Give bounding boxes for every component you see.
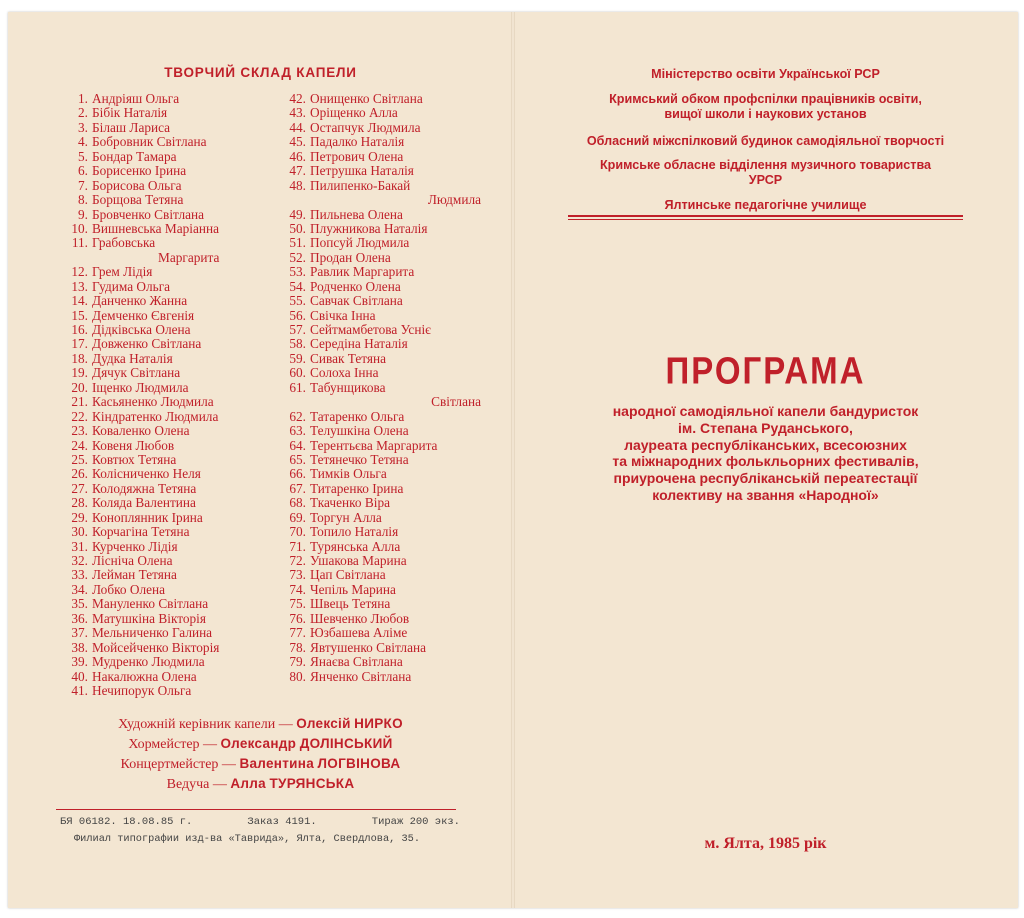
member-name: Падалко Наталія bbox=[310, 134, 405, 150]
member-name: Пильнева Олена bbox=[310, 206, 403, 222]
org-college: Ялтинське педагогічне училище bbox=[664, 198, 867, 212]
member-name: Коноплянник Ірина bbox=[92, 509, 203, 525]
member-row bbox=[62, 496, 282, 510]
member-name: Оріщенко Алла bbox=[310, 105, 398, 121]
member-name: Юзбашева Аліме bbox=[310, 625, 408, 641]
member-row bbox=[62, 424, 282, 438]
member-name: Данченко Жанна bbox=[92, 293, 188, 309]
member-name: Терентьєва Маргарита bbox=[310, 437, 438, 453]
member-number: 9. bbox=[78, 206, 88, 222]
member-number: 72. bbox=[289, 553, 306, 568]
member-number: 56. bbox=[289, 307, 306, 323]
member-number: 25. bbox=[71, 451, 88, 467]
member-name: Петрович Олена bbox=[310, 148, 404, 164]
member-number: 79. bbox=[289, 654, 306, 670]
member-number: 35. bbox=[71, 596, 88, 612]
member-name: Бобровник Світлана bbox=[92, 134, 207, 150]
member-number: 22. bbox=[71, 408, 88, 424]
member-number: 41. bbox=[71, 682, 88, 698]
member-row bbox=[62, 179, 282, 193]
member-number: 5. bbox=[78, 148, 88, 164]
member-row bbox=[276, 294, 501, 308]
member-number: 73. bbox=[289, 567, 306, 583]
org-music-society: Кримське обласне відділення музичного товариства УРСР bbox=[599, 158, 932, 187]
member-name: Сейтмамбетова Усніє bbox=[310, 322, 431, 337]
member-name: Колодяжна Тетяна bbox=[92, 480, 197, 496]
member-number: 27. bbox=[71, 480, 88, 496]
member-row bbox=[62, 323, 282, 337]
member-name: Касьяненко Людмила bbox=[92, 394, 214, 410]
member-name: Білаш Лариса bbox=[92, 119, 171, 135]
member-name: Телушкіна Олена bbox=[310, 423, 409, 439]
member-number: 16. bbox=[71, 322, 88, 337]
staff-role: Художній керівник капели — bbox=[118, 717, 293, 732]
member-name: Коваленко Олена bbox=[92, 423, 190, 439]
staff-row-choirmaster bbox=[8, 734, 513, 754]
staff-last-name: НИРКО bbox=[354, 716, 403, 731]
member-name: Борисова Ольга bbox=[92, 177, 182, 193]
member-name: Плужникова Наталія bbox=[310, 220, 428, 236]
member-name: Мельниченко Галина bbox=[92, 625, 213, 641]
member-name: Янченко Світлана bbox=[310, 668, 412, 684]
member-name: Людмила bbox=[427, 192, 481, 208]
member-number: 18. bbox=[71, 350, 88, 366]
member-name: Свічка Інна bbox=[310, 307, 376, 323]
member-name: Ковтюх Тетяна bbox=[92, 451, 177, 467]
right-page bbox=[513, 12, 1018, 908]
member-name: Колісниченко Неля bbox=[92, 466, 201, 482]
member-name: Борисенко Ірина bbox=[92, 163, 187, 179]
member-number: 19. bbox=[71, 365, 88, 381]
member-name: Лобко Олена bbox=[92, 581, 166, 597]
member-row bbox=[62, 222, 282, 236]
member-row bbox=[276, 439, 501, 453]
member-name: Андріяш Ольга bbox=[92, 91, 180, 106]
member-name: Лейман Тетяна bbox=[92, 567, 177, 583]
program-description: народної самодіяльної капели бандуристок ім. Степана Руданського, лауреата республіканських, всесоюзних та міжнародних фолькльорних фестивалів, приурочена республіканській переатестації колективу на звання «Народної» bbox=[612, 403, 919, 503]
imprint-order: Заказ 4191. bbox=[247, 816, 317, 828]
member-number: 29. bbox=[71, 509, 88, 525]
member-name: Гудима Ольга bbox=[92, 278, 171, 294]
program-title: ПРОГРАМА bbox=[665, 349, 866, 392]
member-row bbox=[62, 366, 282, 380]
member-number: 53. bbox=[289, 264, 306, 280]
member-row bbox=[276, 164, 501, 178]
member-row bbox=[276, 424, 501, 438]
member-row bbox=[276, 222, 501, 236]
member-row bbox=[276, 453, 501, 467]
staff-row-accompanist bbox=[8, 754, 513, 774]
member-row bbox=[276, 337, 501, 351]
member-name: Ушакова Марина bbox=[310, 553, 407, 568]
member-row bbox=[276, 366, 501, 380]
member-number: 32. bbox=[71, 553, 88, 568]
member-number: 21. bbox=[71, 394, 88, 410]
member-number: 62. bbox=[289, 408, 306, 424]
member-name: Коляда Валентина bbox=[92, 495, 196, 511]
member-name: Бондар Тамара bbox=[92, 148, 177, 164]
member-number: 68. bbox=[289, 495, 306, 511]
member-number: 58. bbox=[289, 336, 306, 352]
member-row bbox=[276, 511, 501, 525]
member-row bbox=[276, 525, 501, 539]
header-rule-thin bbox=[568, 219, 963, 220]
member-name: Бібік Наталія bbox=[92, 105, 168, 121]
member-row bbox=[62, 381, 282, 395]
member-number: 34. bbox=[71, 581, 88, 597]
member-number: 1. bbox=[78, 91, 88, 106]
member-number: 76. bbox=[289, 610, 306, 626]
member-row bbox=[62, 337, 282, 351]
member-row bbox=[62, 641, 282, 655]
member-number: 51. bbox=[289, 235, 306, 251]
member-row bbox=[276, 309, 501, 323]
member-number: 33. bbox=[71, 567, 88, 583]
place-year: м. Ялта, 1985 рік bbox=[704, 835, 827, 852]
member-name: Тетянечко Тетяна bbox=[310, 451, 409, 467]
member-name: Лісніча Олена bbox=[92, 553, 173, 568]
member-row bbox=[62, 540, 282, 554]
member-name: Грабовська bbox=[92, 235, 156, 251]
member-name: Родченко Олена bbox=[310, 278, 401, 294]
staff-last-name: ЛОГВІНОВА bbox=[317, 756, 401, 771]
member-name: Швець Тетяна bbox=[310, 596, 391, 612]
org-creative-house: Обласний міжспілковий будинок самодіяльної творчості bbox=[586, 134, 945, 148]
member-row bbox=[276, 135, 501, 149]
member-number: 64. bbox=[289, 437, 306, 453]
member-name: Пилипенко-Бакай bbox=[310, 177, 411, 193]
member-number: 7. bbox=[78, 177, 88, 193]
member-row bbox=[62, 597, 282, 611]
member-number: 65. bbox=[289, 451, 306, 467]
imprint-printer: Филиал типографии изд-ва «Таврида», Ялта, Свердлова, 35. bbox=[74, 833, 421, 845]
member-name: Цап Світлана bbox=[310, 567, 386, 583]
member-row bbox=[62, 265, 282, 279]
member-number: 43. bbox=[289, 105, 306, 121]
staff-first-name: Олександр bbox=[220, 736, 297, 751]
member-row bbox=[276, 670, 501, 684]
member-number: 28. bbox=[71, 495, 88, 511]
member-name: Грем Лідія bbox=[92, 264, 153, 280]
member-name: Середіна Наталія bbox=[310, 336, 408, 352]
member-name: Дячук Світлана bbox=[92, 365, 181, 381]
member-number: 2. bbox=[78, 105, 88, 121]
member-row bbox=[276, 655, 501, 669]
staff-last-name: ДОЛІНСЬКИЙ bbox=[299, 736, 393, 751]
member-row bbox=[62, 208, 282, 222]
member-row bbox=[62, 395, 282, 409]
member-row bbox=[276, 612, 501, 626]
member-number: 4. bbox=[78, 134, 88, 150]
member-name: Довженко Світлана bbox=[92, 336, 202, 352]
member-name: Вишневська Маріанна bbox=[92, 220, 219, 236]
member-name: Дідківська Олена bbox=[92, 322, 191, 337]
member-row bbox=[276, 626, 501, 640]
member-number: 24. bbox=[71, 437, 88, 453]
member-name: Нечипорук Ольга bbox=[92, 682, 192, 698]
member-number: 57. bbox=[289, 322, 306, 337]
staff-role: Ведуча — bbox=[166, 777, 227, 792]
member-row bbox=[276, 496, 501, 510]
member-number: 40. bbox=[71, 668, 88, 684]
member-row bbox=[62, 568, 282, 582]
member-number: 12. bbox=[71, 264, 88, 280]
member-row bbox=[276, 193, 501, 207]
member-number: 10. bbox=[71, 220, 88, 236]
member-row bbox=[62, 280, 282, 294]
imprint-line-1 bbox=[60, 816, 460, 828]
member-number: 77. bbox=[289, 625, 306, 641]
member-name: Савчак Світлана bbox=[310, 293, 403, 309]
member-number: 80. bbox=[289, 668, 306, 684]
member-row bbox=[276, 410, 501, 424]
member-number: 31. bbox=[71, 538, 88, 554]
member-number: 60. bbox=[289, 365, 306, 381]
member-name: Борщова Тетяна bbox=[92, 192, 184, 208]
member-name: Накалюжна Олена bbox=[92, 668, 197, 684]
member-number: 3. bbox=[78, 119, 88, 135]
member-name: Маргарита bbox=[158, 249, 220, 265]
member-row bbox=[62, 626, 282, 640]
member-row bbox=[62, 684, 282, 698]
member-row bbox=[276, 554, 501, 568]
member-row bbox=[62, 410, 282, 424]
member-name: Солоха Інна bbox=[310, 365, 379, 381]
member-name: Світлана bbox=[431, 394, 481, 410]
staff-first-name: Олексій bbox=[296, 716, 351, 731]
staff-row-director bbox=[8, 714, 513, 734]
member-name: Дудка Наталія bbox=[92, 350, 173, 366]
member-name: Тимків Ольга bbox=[310, 466, 387, 482]
staff-last-name: ТУРЯНСЬКА bbox=[269, 776, 355, 791]
member-number: 17. bbox=[71, 336, 88, 352]
member-name: Мануленко Світлана bbox=[92, 596, 209, 612]
member-name: Бровченко Світлана bbox=[92, 206, 205, 222]
member-name: Іщенко Людмила bbox=[92, 379, 189, 395]
member-name: Курченко Лідія bbox=[92, 538, 178, 554]
member-row bbox=[62, 352, 282, 366]
member-number: 78. bbox=[289, 639, 306, 655]
org-ministry: Міністерство освіти Української РСР bbox=[651, 67, 880, 81]
member-row bbox=[62, 164, 282, 178]
member-number: 42. bbox=[289, 91, 306, 106]
staff-first-name: Валентина bbox=[239, 756, 315, 771]
member-name: Титаренко Ірина bbox=[310, 480, 404, 496]
member-number: 39. bbox=[71, 654, 88, 670]
member-row bbox=[62, 309, 282, 323]
member-row bbox=[276, 236, 501, 250]
members-column-2 bbox=[276, 92, 501, 684]
member-name: Продан Олена bbox=[310, 249, 391, 265]
member-row bbox=[62, 294, 282, 308]
member-number: 59. bbox=[289, 350, 306, 366]
member-name: Петрушка Наталія bbox=[310, 163, 414, 179]
member-row bbox=[62, 150, 282, 164]
member-row bbox=[62, 511, 282, 525]
member-row bbox=[276, 251, 501, 265]
imprint-order-code: БЯ 06182. 18.08.85 г. bbox=[60, 816, 193, 828]
member-row bbox=[62, 554, 282, 568]
member-number: 54. bbox=[289, 278, 306, 294]
member-row bbox=[276, 265, 501, 279]
member-row bbox=[62, 92, 282, 106]
member-name: Турянська Алла bbox=[310, 538, 401, 554]
members-column-1 bbox=[62, 92, 282, 698]
member-name: Демченко Євгенія bbox=[92, 307, 195, 323]
member-name: Остапчук Людмила bbox=[310, 119, 421, 135]
member-row bbox=[276, 381, 501, 395]
member-row bbox=[276, 208, 501, 222]
member-number: 48. bbox=[289, 177, 306, 193]
member-number: 15. bbox=[71, 307, 88, 323]
member-name: Шевченко Любов bbox=[310, 610, 410, 626]
member-row bbox=[62, 583, 282, 597]
member-row bbox=[62, 121, 282, 135]
left-page bbox=[8, 12, 513, 908]
member-row bbox=[62, 670, 282, 684]
member-name: Сивак Тетяна bbox=[310, 350, 387, 366]
member-row bbox=[276, 467, 501, 481]
member-number: 6. bbox=[78, 163, 88, 179]
member-row bbox=[276, 352, 501, 366]
member-number: 26. bbox=[71, 466, 88, 482]
staff-list bbox=[8, 714, 513, 794]
staff-first-name: Алла bbox=[230, 776, 266, 791]
member-number: 30. bbox=[71, 524, 88, 540]
member-row bbox=[276, 482, 501, 496]
member-row bbox=[276, 395, 501, 409]
member-row bbox=[62, 236, 282, 250]
staff-row-host bbox=[8, 774, 513, 794]
member-row bbox=[276, 179, 501, 193]
member-row bbox=[62, 439, 282, 453]
member-number: 45. bbox=[289, 134, 306, 150]
member-name: Ткаченко Віра bbox=[310, 495, 390, 511]
member-row bbox=[276, 121, 501, 135]
member-number: 37. bbox=[71, 625, 88, 641]
staff-role: Концертмейстер — bbox=[120, 757, 236, 772]
member-row bbox=[276, 583, 501, 597]
member-row bbox=[62, 193, 282, 207]
member-name: Равлик Маргарита bbox=[310, 264, 415, 280]
member-row bbox=[62, 482, 282, 496]
member-number: 55. bbox=[289, 293, 306, 309]
member-row bbox=[276, 540, 501, 554]
member-number: 63. bbox=[289, 423, 306, 439]
member-number: 71. bbox=[289, 538, 306, 554]
org-union-committee: Кримський обком профспілки працівників освіти, вищої школи і наукових установ bbox=[609, 92, 922, 121]
member-number: 23. bbox=[71, 423, 88, 439]
member-name: Чепіль Марина bbox=[310, 581, 396, 597]
member-row bbox=[62, 525, 282, 539]
member-row bbox=[62, 612, 282, 626]
member-row bbox=[276, 597, 501, 611]
member-row bbox=[62, 106, 282, 120]
member-name: Татаренко Ольга bbox=[310, 408, 405, 424]
member-row bbox=[276, 323, 501, 337]
member-number: 75. bbox=[289, 596, 306, 612]
member-number: 47. bbox=[289, 163, 306, 179]
member-name: Мудренко Людмила bbox=[92, 654, 205, 670]
member-number: 13. bbox=[71, 278, 88, 294]
header-rule-thick bbox=[568, 215, 963, 217]
member-name: Топило Наталія bbox=[310, 524, 399, 540]
member-number: 38. bbox=[71, 639, 88, 655]
member-row bbox=[276, 92, 501, 106]
member-number: 44. bbox=[289, 119, 306, 135]
member-number: 36. bbox=[71, 610, 88, 626]
member-number: 66. bbox=[289, 466, 306, 482]
member-name: Ковеня Любов bbox=[92, 437, 175, 453]
cast-title: ТВОРЧИЙ СКЛАД КАПЕЛИ bbox=[164, 65, 357, 80]
member-row bbox=[276, 641, 501, 655]
member-number: 69. bbox=[289, 509, 306, 525]
staff-role: Хормейстер — bbox=[128, 737, 218, 752]
member-number: 14. bbox=[71, 293, 88, 309]
member-row bbox=[62, 251, 282, 265]
member-name: Явтушенко Світлана bbox=[310, 639, 426, 655]
member-row bbox=[62, 655, 282, 669]
member-row bbox=[276, 568, 501, 582]
member-number: 52. bbox=[289, 249, 306, 265]
member-row bbox=[62, 467, 282, 481]
member-name: Торгун Алла bbox=[310, 509, 382, 525]
member-name: Онищенко Світлана bbox=[310, 91, 423, 106]
member-row bbox=[276, 106, 501, 120]
imprint-run: Тираж 200 экз. bbox=[371, 816, 460, 828]
imprint-divider bbox=[56, 809, 456, 810]
member-row bbox=[276, 150, 501, 164]
member-name: Корчагіна Тетяна bbox=[92, 524, 190, 540]
member-number: 49. bbox=[289, 206, 306, 222]
member-name: Кіндратенко Людмила bbox=[92, 408, 219, 424]
member-name: Попсуй Людмила bbox=[310, 235, 410, 251]
member-number: 61. bbox=[289, 379, 306, 395]
member-number: 74. bbox=[289, 581, 306, 597]
member-row bbox=[62, 135, 282, 149]
member-name: Мойсейченко Вікторія bbox=[92, 639, 220, 655]
member-number: 70. bbox=[289, 524, 306, 540]
member-name: Табунщикова bbox=[310, 379, 386, 395]
member-name: Матушкіна Вікторія bbox=[92, 610, 206, 626]
member-number: 50. bbox=[289, 220, 306, 236]
member-number: 67. bbox=[289, 480, 306, 496]
member-number: 46. bbox=[289, 148, 306, 164]
member-row bbox=[62, 453, 282, 467]
member-row bbox=[276, 280, 501, 294]
member-name: Янаєва Світлана bbox=[310, 654, 403, 670]
member-number: 8. bbox=[78, 192, 88, 208]
member-number: 20. bbox=[71, 379, 88, 395]
member-number: 11. bbox=[71, 235, 88, 251]
